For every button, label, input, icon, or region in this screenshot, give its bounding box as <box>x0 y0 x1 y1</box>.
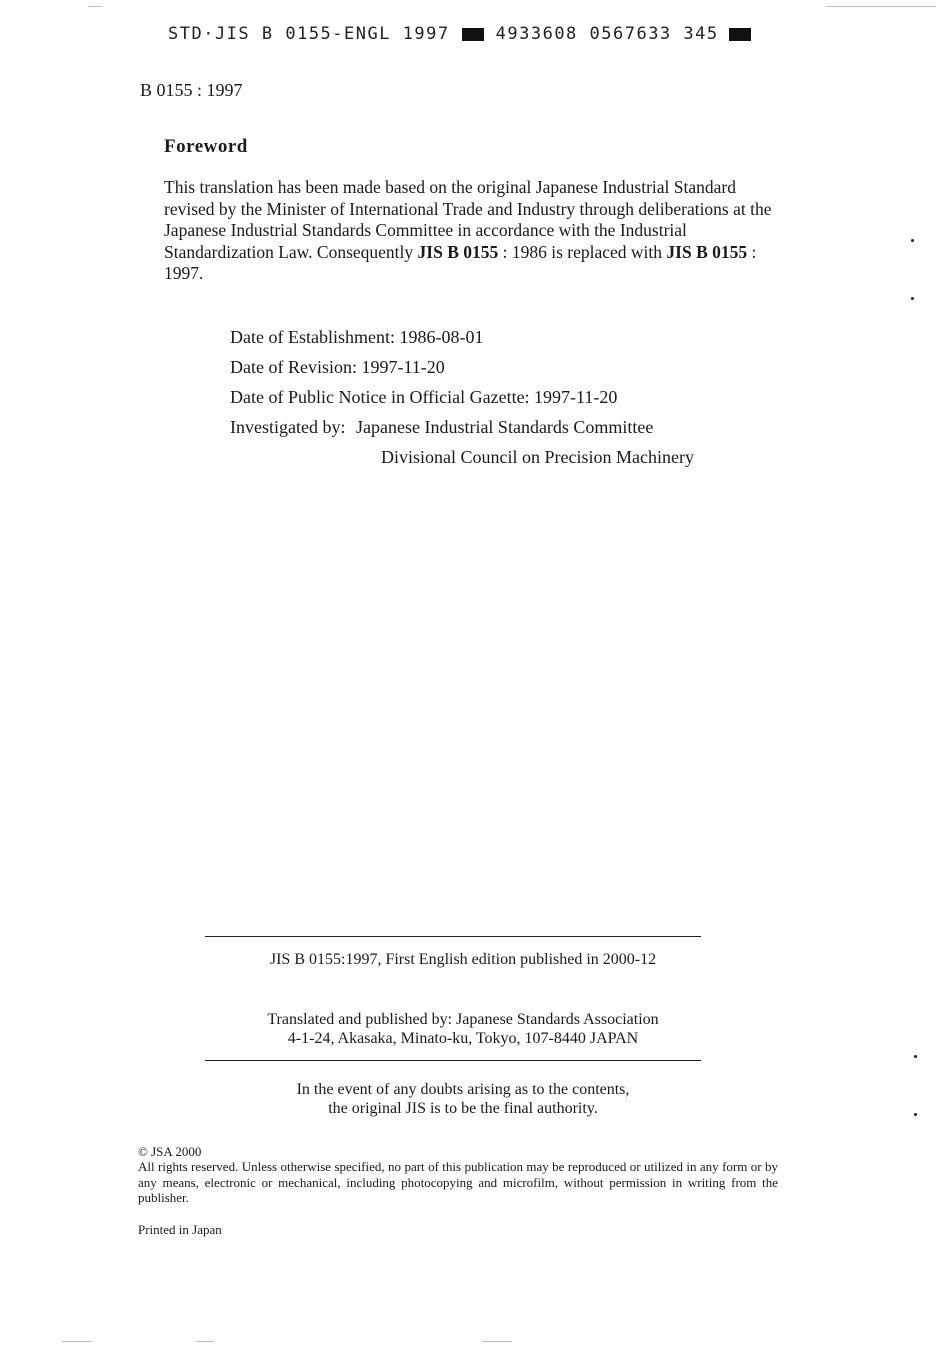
dates-block <box>230 322 694 472</box>
publisher-address: 4-1-24, Akasaka, Minato-ku, Tokyo, 107-8440 JAPAN <box>287 1030 639 1047</box>
edition-top-rule <box>205 936 701 937</box>
date-revision: Date of Revision: 1997-11-20 <box>230 357 445 377</box>
date-establishment: Date of Establishment: 1986-08-01 <box>230 327 484 347</box>
header-code-line <box>168 24 751 44</box>
barcode-mark-right <box>729 28 751 41</box>
document-number: B 0155 : 1997 <box>140 80 243 100</box>
authority-line-1: In the event of any doubts arising as to the contents, <box>296 1081 630 1098</box>
barcode-mark-left <box>462 28 484 41</box>
scan-mark-top-left <box>88 6 102 7</box>
investigated-by-row <box>230 412 694 442</box>
investigated-by-label: Investigated by: <box>230 417 346 437</box>
foreword-text-end: : 1997. <box>164 241 757 283</box>
copyright-mark: © JSA 2000 <box>138 1144 202 1159</box>
investigated-by-committee: Japanese Industrial Standards Committee <box>355 417 654 437</box>
margin-dot <box>911 297 914 300</box>
standard-old-ref: JIS B 0155 <box>417 241 499 262</box>
publisher-line-1: Translated and published by: Japanese Standards Association <box>267 1011 659 1028</box>
copyright-rights: All rights reserved. Unless otherwise specified, no part of this publication may be reproduced or utilized in any form or by any means, electronic or mechanical, including photocopying and microfilm, without permission in writing from the publisher. <box>138 1159 778 1205</box>
margin-dot <box>914 1113 917 1116</box>
investigated-by-council: Divisional Council on Precision Machinery <box>381 447 694 467</box>
printed-in: Printed in Japan <box>138 1222 222 1237</box>
edition-line: JIS B 0155:1997, First English edition published in 2000-12 <box>269 951 657 968</box>
scan-mark-top-right <box>826 6 936 7</box>
authority-line-2: the original JIS is to be the final authority. <box>328 1100 598 1117</box>
scan-mark-bottom-right <box>482 1341 512 1342</box>
scan-mark-bottom-mid <box>196 1341 214 1342</box>
foreword-title: Foreword <box>164 136 248 157</box>
margin-dot <box>914 1055 917 1058</box>
scan-mark-bottom-left <box>62 1341 92 1342</box>
publisher-bottom-rule <box>205 1060 701 1061</box>
margin-dot <box>911 239 914 242</box>
header-barcode-numbers: 4933608 0567633 345 <box>495 24 719 44</box>
standard-new-ref: JIS B 0155 <box>666 241 748 262</box>
foreword-text-start: This translation has been made based on the original Japanese Industrial Standard revised by the Minister of International Trade and Industry through deliberations at the Japanese Industrial Standards Committee in accordance with the Industrial Standardization Law. Consequently <box>164 177 772 262</box>
foreword-text-mid: : 1986 is replaced with <box>498 241 667 262</box>
date-public-notice: Date of Public Notice in Official Gazette: 1997-11-20 <box>230 387 618 407</box>
header-std-code: STD·JIS B 0155-ENGL 1997 <box>168 24 450 44</box>
foreword-paragraph <box>164 177 774 285</box>
